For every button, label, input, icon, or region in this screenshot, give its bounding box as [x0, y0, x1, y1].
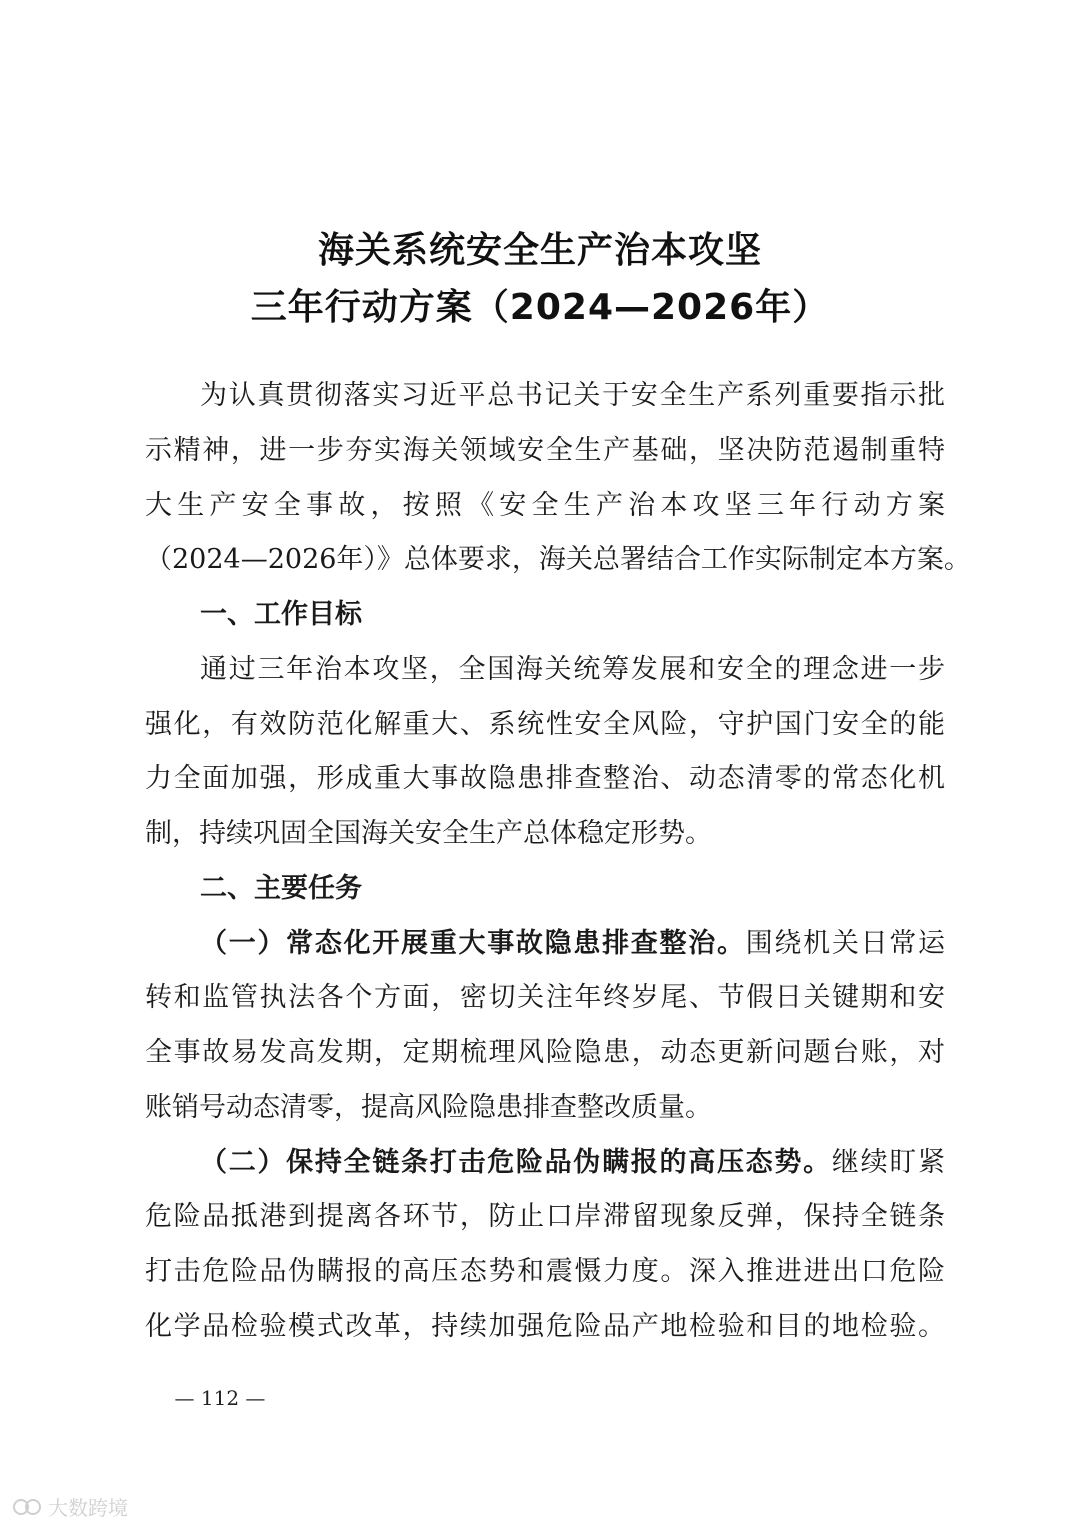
task2-line-4: 化学品检验模式改革，持续加强危险品产地检验和目的地检验。: [145, 1311, 945, 1342]
task2-line-3: 打击危险品伪瞒报的高压态势和震慑力度。深入推进进出口危险: [145, 1256, 945, 1287]
watermark: [12, 1492, 128, 1521]
watermark-logo-icon: [12, 1496, 42, 1518]
watermark-text: 大数跨境: [48, 1496, 128, 1520]
task2-bold-heading: （二）保持全链条打击危险品伪瞒报的高压态势。: [200, 1147, 832, 1178]
intro-line-1: 为认真贯彻落实习近平总书记关于安全生产系列重要指示批: [200, 380, 945, 411]
page-number: — 112 —: [174, 1386, 266, 1410]
task1-bold-heading: （一）常态化开展重大事故隐患排查整治。: [200, 928, 746, 959]
goals-line-1: 通过三年治本攻坚，全国海关统筹发展和安全的理念进一步: [200, 654, 945, 685]
task2-line-2: 危险品抵港到提离各环节，防止口岸滞留现象反弹，保持全链条: [145, 1201, 945, 1232]
section-heading-goals: 一、工作目标: [200, 599, 362, 630]
goals-line-4: 制，持续巩固全国海关安全生产总体稳定形势。: [145, 818, 712, 849]
document-title-line-2: 三年行动方案（2024—2026年）: [250, 287, 830, 328]
intro-line-2: 示精神，进一步夯实海关领域安全生产基础，坚决防范遏制重特: [145, 435, 945, 466]
task1-line-3: 全事故易发高发期，定期梳理风险隐患，动态更新问题台账，对: [145, 1037, 945, 1068]
task1-line-4: 账销号动态清零，提高风险隐患排查整改质量。: [145, 1092, 712, 1123]
task1-line-1: [200, 930, 945, 957]
goals-line-3: 力全面加强，形成重大事故隐患排查整治、动态清零的常态化机: [145, 763, 945, 794]
task1-line-2: 转和监管执法各个方面，密切关注年终岁尾、节假日关键期和安: [145, 982, 945, 1013]
document-title-line-1: 海关系统安全生产治本攻坚: [317, 230, 762, 271]
task2-line-1: [200, 1149, 945, 1176]
intro-line-4: （2024—2026年）》总体要求，海关总署结合工作实际制定本方案。: [145, 544, 971, 575]
task1-first-text: 围绕机关日常运: [745, 928, 946, 959]
goals-line-2: 强化，有效防范化解重大、系统性安全风险，守护国门安全的能: [145, 709, 945, 740]
intro-line-3: 大生产安全事故，按照《安全生产治本攻坚三年行动方案: [145, 490, 945, 521]
section-heading-tasks: 二、主要任务: [200, 873, 362, 904]
task2-first-text: 继续盯紧: [831, 1147, 946, 1178]
